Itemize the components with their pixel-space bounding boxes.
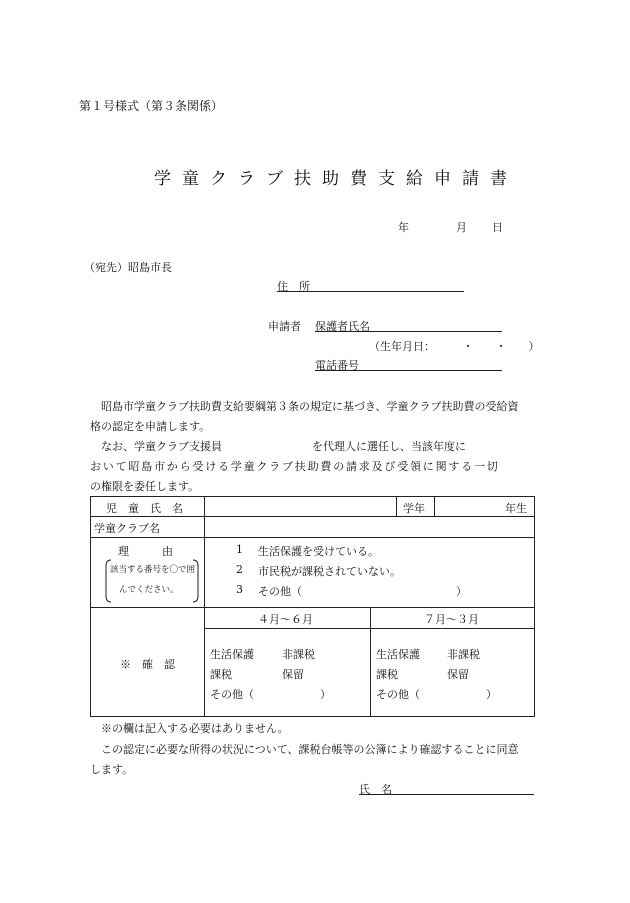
period-2-non-taxable: 非課税 (447, 648, 480, 661)
grade-suffix: 年生 (505, 502, 527, 515)
paragraph-1-line-1: 昭島市学童クラブ扶助費支給要綱第３条の規定に基づき、学童クラブ扶助費の受給資 (101, 400, 519, 413)
paragraph-2-line-1b: を代理人に選任し、当該年度に (312, 440, 466, 453)
addressee: （宛先）昭島市長 (84, 261, 172, 274)
reason-1-text: 生活保護を受けている。 (258, 545, 379, 558)
reason-2-text: 市民税が課税されていない。 (258, 565, 401, 578)
address-field[interactable] (277, 290, 464, 292)
reason-2-number[interactable]: 2 (236, 563, 243, 576)
form-number: 第１号様式（第３条関係） (79, 99, 224, 113)
signature-name-label: 氏 名 (359, 783, 392, 796)
birth-date-field[interactable]: （生年月日： ・ ・ ） (369, 340, 540, 353)
confirm-label: ※ 確 認 (120, 658, 175, 671)
page-title: 学童クラブ扶助費支給申請書 (154, 169, 518, 189)
period-2-label: ７月～３月 (424, 613, 479, 626)
period-1-pending: 保留 (282, 668, 304, 681)
reason-3-number[interactable]: 3 (236, 583, 243, 596)
paragraph-2-line-2: おいて昭島市から受ける学童クラブ扶助費の請求及び受領に関する一切 (90, 460, 500, 473)
paragraph-2-line-1a: なお、学童クラブ支援員 (101, 440, 222, 453)
consent-line-1: この認定に必要な所得の状況について、課税台帳等の公簿により確認することに同意 (101, 743, 519, 756)
phone-label: 電話番号 (315, 359, 359, 372)
date-year[interactable]: 年 (398, 221, 409, 234)
period-1-taxable: 課税 (210, 668, 232, 681)
reason-1-number[interactable]: 1 (236, 543, 243, 556)
grade-field[interactable] (436, 498, 496, 515)
period-1-label: ４月～６月 (258, 613, 313, 626)
grade-label: 学年 (403, 502, 425, 515)
paragraph-2-line-3: の権限を委任します。 (90, 480, 200, 493)
signature-name-field[interactable] (359, 793, 534, 795)
period-2-welfare: 生活保護 (376, 648, 420, 661)
period-1-non-taxable: 非課税 (282, 648, 315, 661)
period-2-pending: 保留 (447, 668, 469, 681)
guardian-name-label: 保護者氏名 (315, 320, 370, 333)
reason-note-line-2: んでください。 (119, 585, 179, 595)
note-text: ※の欄は記入する必要はありません。 (101, 722, 289, 735)
guardian-name-field[interactable] (315, 330, 502, 332)
child-name-label: 児 童 氏 名 (106, 502, 183, 515)
period-2-taxable: 課税 (376, 668, 398, 681)
phone-field[interactable] (315, 369, 502, 371)
period-1-other: その他（ ） (210, 688, 331, 701)
reason-3-text: その他（ ） (258, 585, 467, 598)
reason-label: 理 由 (118, 545, 173, 558)
date-day[interactable]: 日 (492, 221, 503, 234)
date-month[interactable]: 月 (456, 221, 467, 234)
paragraph-1-line-2: 格の認定を申請します。 (90, 420, 211, 433)
address-label: 住 所 (277, 280, 310, 293)
club-name-label: 学童クラブ名 (94, 522, 160, 535)
child-name-field[interactable] (206, 498, 394, 515)
club-name-field[interactable] (206, 518, 532, 536)
consent-line-2: します。 (90, 763, 134, 776)
reason-note-line-1: 該当する番号を〇で囲 (110, 565, 196, 575)
period-2-other: その他（ ） (376, 688, 497, 701)
applicant-label: 申請者 (268, 320, 301, 333)
period-1-welfare: 生活保護 (210, 648, 254, 661)
